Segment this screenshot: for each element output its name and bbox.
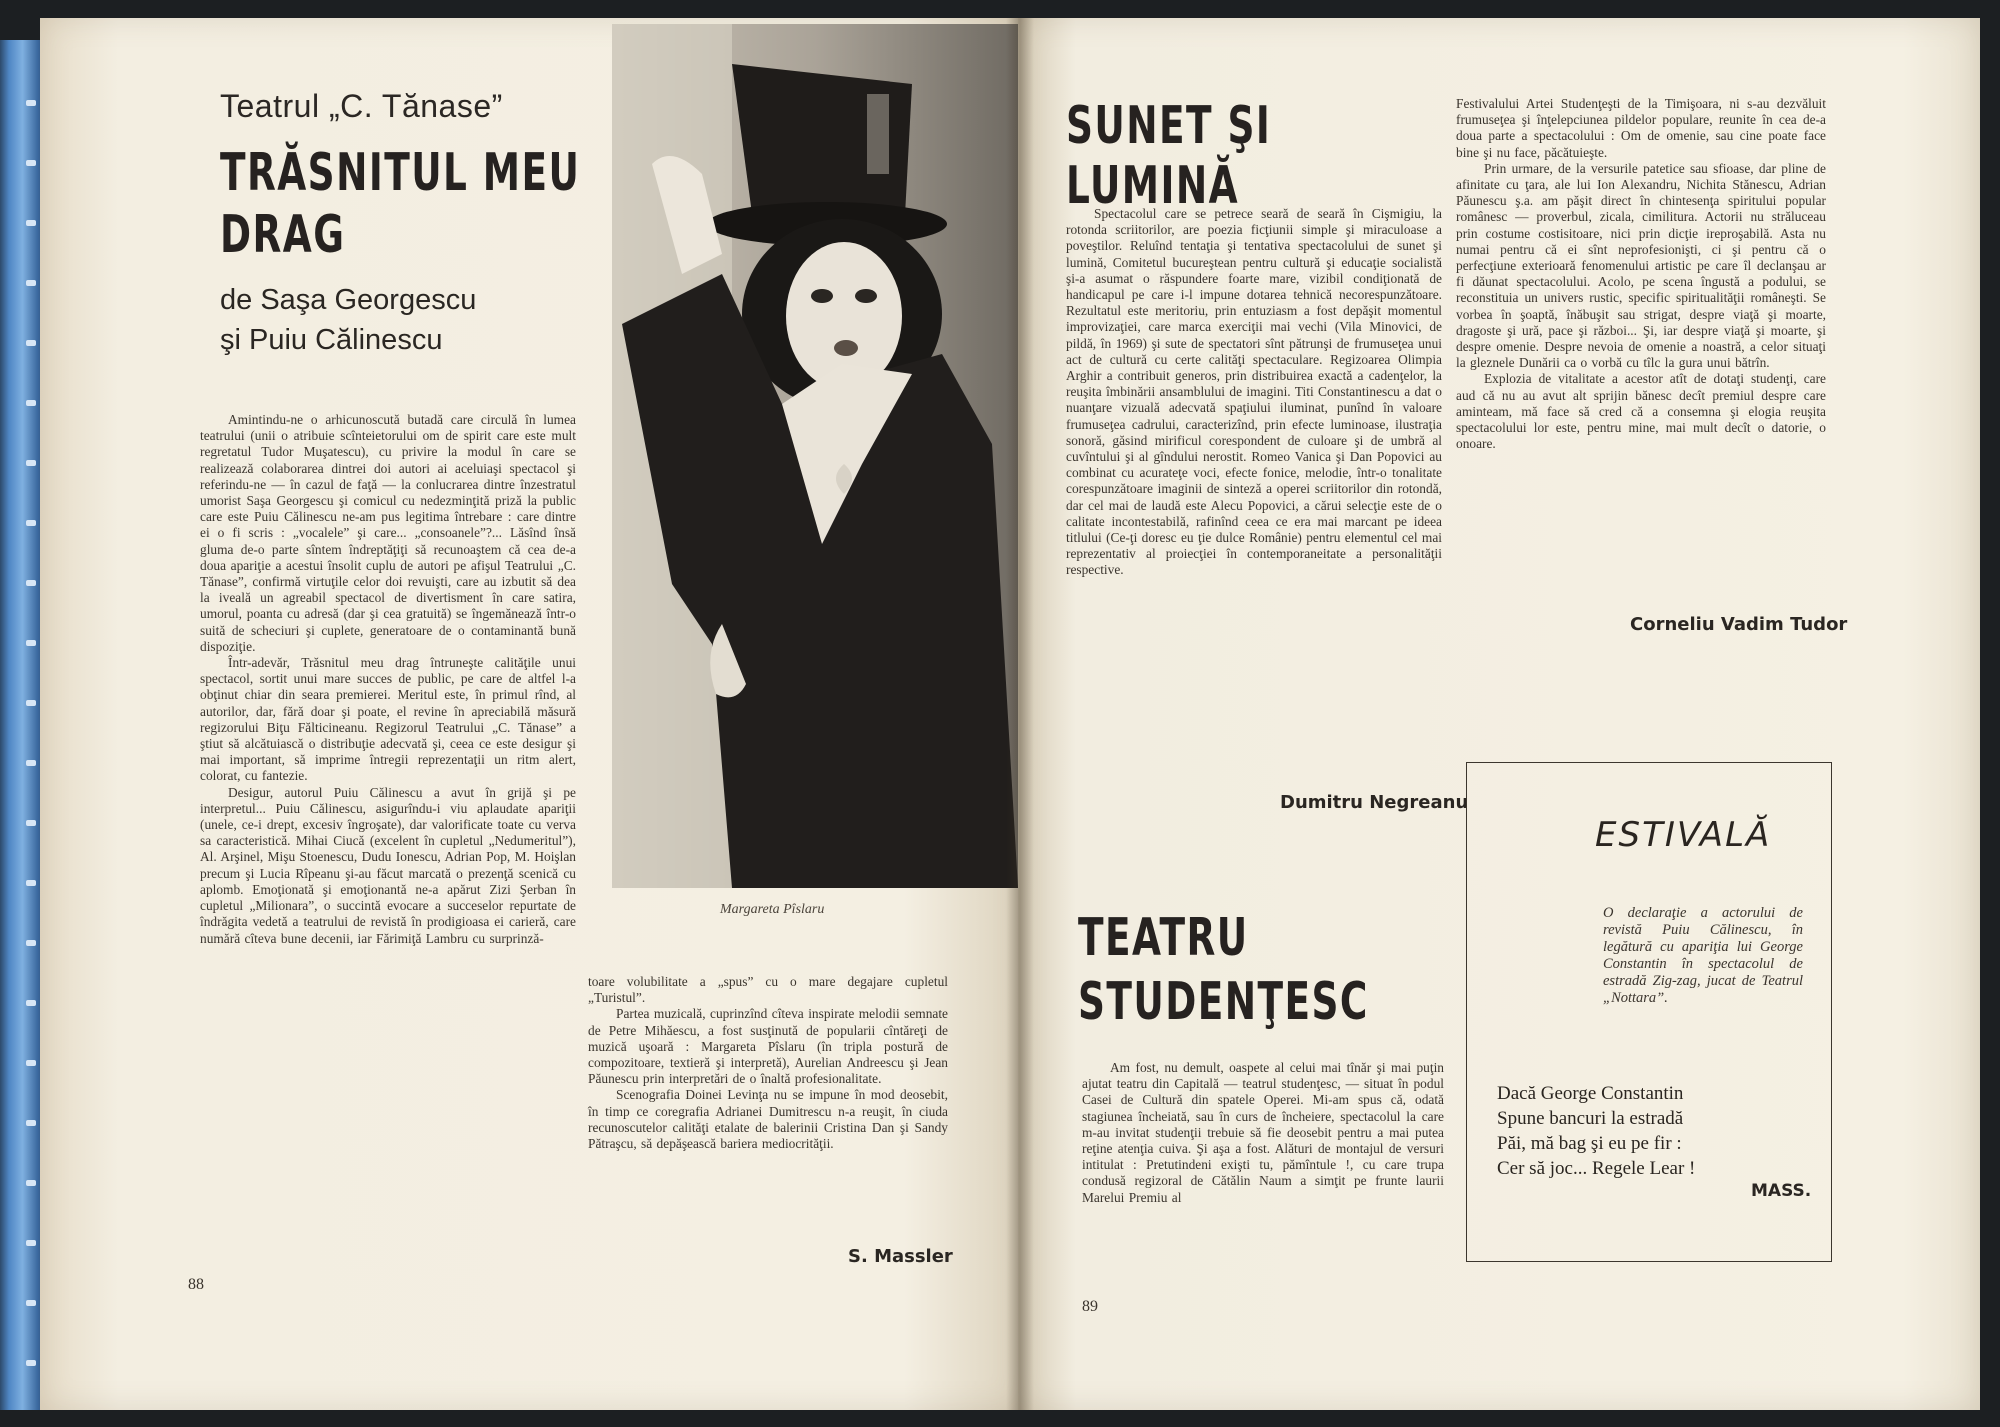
article-signature-negreanu: Dumitru Negreanu <box>1280 792 1469 813</box>
photo-illustration <box>612 24 1018 888</box>
title-line2: STUDENŢESC <box>1078 972 1369 1032</box>
verse-line: Dacă George Constantin <box>1497 1083 1684 1104</box>
verse-line: Spune bancuri la estradă <box>1497 1108 1684 1129</box>
photo-caption: Margareta Pîslaru <box>720 902 825 917</box>
estivala-box <box>1466 762 1832 1262</box>
paragraph: Scenografia Doinei Levinţa nu se impune în mod deosebit, în timp ce coregrafia Adrianei Dumitrescu n-a reuşit, în ciuda recunoscutelor calităţi etalate de balerinii Cristina Dan şi Sandy Pătraşcu, să depăşească bariera mediocrităţii. <box>588 1087 948 1152</box>
paragraph: Explozia de vitalitate a acestor atît de dotaţi studenţi, care aud că nu au avut alt sprijin bănesc decît premiul despre care aminteam, mă face să cred că a consemna şi elogia reuşita spectacolului lor este, pentru mine, mai mult decît o datorie, o onoare. <box>1456 371 1826 452</box>
portrait-photo <box>612 24 1018 888</box>
play-title-line2: DRAG <box>220 205 346 265</box>
paragraph: Amintindu-ne o arhicunoscută butadă care circulă în lumea teatrului (unii o atribuie scînteietorului om de spirit care este mult regretatul Tudor Muşatescu), cu privire la modul în care se realizează colaborarea dintrei doi autori ai aceluiaşi spectacol şi referindu-ne — în cazul de faţă — la conlucrarea dintre înzestratul umorist Saşa Georgescu şi comicul cu nedezminţită priză la public care este Puiu Călinescu ne-am pus legitima întrebare : care dintre ei o fi scris : „vocalele” şi care... „consoanele”?... Lăsînd însă gluma de-o parte sîntem îndreptăţiţi să recunoaştem că cea de-a doua apariţie a acestui însolit cuplu de autori pe afişul Teatrului „C. Tănase”, confirmă virtuţile celor doi revuişti, care au izbutit să dea la iveală un agreabil spectacol de divertisment în care satira, umorul, poanta cu adresă (dar şi cea gratuită) se îngemănează într-o suită de scheciuri şi cuplete, generatoare de o contaminantă bună dispoziţie. <box>200 412 576 654</box>
verse-line: Păi, mă bag şi eu pe fir : <box>1497 1133 1682 1154</box>
play-title-line1: TRĂSNITUL MEU <box>220 143 581 203</box>
verse-line: Cer să joc... Regele Lear ! <box>1497 1158 1696 1179</box>
paragraph: Partea muzicală, cuprinzînd cîteva inspirate melodii semnate de Petre Mihăescu, a fost susţinută de popularii cîntăreţi de muzică uşoară : Margareta Pîslaru (în tripla postură de compozitoare, textieră şi interpretă), Aurelian Andreescu şi Jean Păunescu prin interpretări de o înaltă profesionalitate. <box>588 1006 948 1087</box>
paragraph: Desigur, autorul Puiu Călinescu a avut în grijă şi pe interpretul... Puiu Călinescu, asigurîndu-i viu aplaudate apariţii (unele, ce-i drept, excesiv îngroşate), dar valorificate toate cu verva sa caracteristică. Mihai Ciucă (excelent în cupletul „Nedumeritul”), Al. Arşinel, Mişu Stoenescu, Dudu Ionescu, Adrian Pop, M. Hoişlan precum şi Lucia Rîpeanu şi-au făcut marcată o prezenţă scenică cu aplomb. Emoţionată şi emoţionantă ne-a apărut Zizi Şerban în cupletul „Milionara”, o succintă evocare a succeselor repurtate de îndrăgita vedetă a teatrului de revistă în prodigioasa ei carieră, care numără cîteva bune decenii, iar Fărimiţă Lambru cu surprinză- <box>200 784 576 946</box>
paragraph: Prin urmare, de la versurile patetice sau sfioase, dar pline de afinitate cu ţara, ale lui Ion Alexandru, Nichita Stănescu, Adrian Păunescu ş.a. am păşit direct în chintesenţa spiritului popular românesc — proverbul, zicala, cimilitura. Actorii nu străluceau prin costume costisitoare, nici prin dicţie ireproşabilă. Asta nu numai pentru că ei sînt neprofesionişti, ci şi pentru că o perfecţiune exterioară fenomenului artistic pe care îl declanşau ar fi dăunat spectacolului. Acolo, pe scena îngustă a podului, se reconstituia un univers rustic, specific spiritualităţii româneşti. Se vorbea în şoaptă, înăbuşit sau strigat, despre viaţă şi moarte, dragoste şi ură, pace şi război... Şi, iar despre viaţă şi moarte, şi despre omenie. Despre nevoia de omenie a noastră, a celor situaţi la gleznele Dunării ca o vorbă cu tîlc la gura unui bătrîn. <box>1456 160 1826 371</box>
article-signature-tudor: Corneliu Vadim Tudor <box>1630 614 1848 635</box>
box-title: ESTIVALĂ <box>1595 815 1772 855</box>
paragraph: toare volubilitate a „spus” cu o mare degajare cupletul „Turistul”. <box>588 974 948 1006</box>
page-gutter <box>1006 18 1034 1410</box>
box-signature: MASS. <box>1751 1181 1812 1201</box>
paragraph: Într-adevăr, Trăsnitul meu drag întruneşte calităţile unui spectacol, sortit unui mare succes de public, pe care de altfel l-a obţinut chiar din seara premierei. Meritul este, în primul rînd, al autorilor, dar, fără doar şi poate, el revine în apreciabilă măsură regizorului Biţu Fălticineanu. Regizorul Teatrului „C. Tănase” a ştiut să alcătuiască o distribuţie adecvată şi, ceea ce este desigur şi mai important, să imprime întregii reprezentaţii un ritm alert, colorat, cu fantezie. <box>200 655 576 784</box>
article-title-student-theatre <box>1078 906 1424 1034</box>
page-number-left: 88 <box>188 1276 204 1293</box>
title-line1: TEATRU <box>1078 908 1249 968</box>
authors-line1: de Saşa Georgescu <box>220 284 477 316</box>
article-column-2 <box>588 974 948 1152</box>
paragraph: Spectacolul care se petrece seară de seară în Cişmigiu, la rotonda scriitorilor, are poezia ficţiunii simple şi miraculoase a poveştilor. Reluînd tentaţia şi tentativa spectacolului de sunet şi lumină, Comitetul bucureştean pentru cultură şi educaţie socialistă şi-a asumat o răspundere foarte mare, vizibil condiţionată de handicapul pe care i-l impune dotarea tehnică necorespunzătoare. Rezultatul este meritoriu, prin entuziasm a fost depăşit momentul improvizaţiei, care marca exerciţii mai vechi (Vila Minovici, de pildă, în 1969) şi sute de spectatori sînt pătrunşi de frumuseţea unui act de cultură cu certe calităţi spectaculare. Regizoarea Olimpia Arghir a contribuit generos, prin distribuirea exactă a cadenţelor, la reuşita îmbinării ansamblului de imagini. Titi Constantinescu a dat o nuanţare vizuală adecvată spaţiului iluminat, punînd în valoare frumuseţea cadrului, caracterizînd, prin efecte luminoase, ilustraţia sonoră, găsind mirificul corespondent de culoare şi de umbră al cuvîntului şi al gîndului nerostit. Romeo Vanica şi Dan Popovici au combinat cu acurateţe voci, efecte fonice, melodie, într-o tonalitate corespunzătoare imaginii de sinteză a operei scriitorilor din rotondă, dar cel mai de laudă este Alecu Popovici, a cărui selecţie este de o calitate incontestabilă, rafinînd ceea ce era mai marcant pe ideea titlului (Ce-ţi doresc eu ţie dulce Românie) pentru elementul cel mai reprezentativ al proiecţiei în contemporaneitate a personalităţii respective. <box>1066 206 1442 578</box>
theatre-name: Teatrul „C. Tănase” <box>220 88 503 124</box>
box-intro: O declaraţie a actorului de revistă Puiu Călinescu, în legătură cu apariţia lui George Constantin în spectacolul de estradă Zig-zag, jucat de Teatrul „Nottara”. <box>1603 905 1803 1006</box>
article-column-student-theatre <box>1082 1060 1444 1206</box>
play-title <box>220 142 650 266</box>
page-number-right: 89 <box>1082 1298 1098 1315</box>
paragraph: Am fost, nu demult, oaspete al celui mai tînăr şi mai puţin ajutat teatru din Capitală — teatrul studenţesc, — situat în podul Casei de Cultură din spatele Operei. Mi-am spus că, odată stagiunea încheiată, sau în curs de încheiere, spectacolul la care m-au invitat studenţii trebuie să fie deosebit pentru a mai putea reţine atenţia cuiva. Şi aşa a fost. Alături de montajul de versuri intitulat : Pretutindeni exişti tu, pămîntule !, cu care trupa condusă regizoral de Cătălin Naum a simţit pe frunte laurii Marelui Premiu al <box>1082 1060 1444 1205</box>
article-signature: S. Massler <box>848 1246 953 1267</box>
box-verse <box>1497 1081 1797 1181</box>
authors-line2: şi Puiu Călinescu <box>220 324 443 356</box>
authors <box>220 280 550 360</box>
article-column-sound-light <box>1066 206 1442 579</box>
article-column-student-theatre-cont <box>1456 96 1826 452</box>
article-title-sound-light: SUNET ŞI LUMINĂ <box>1066 96 1272 216</box>
paragraph: Festivalului Artei Studenţeşti de la Timişoara, ni s-au dezvăluit frumuseţea şi înţelepciunea pildelor populare, reunite în cea de-a doua parte a spectacolului : Om de omenie, sau cine poate face bine şi nu face, păcătuieşte. <box>1456 96 1826 160</box>
article-column-1 <box>200 412 576 947</box>
